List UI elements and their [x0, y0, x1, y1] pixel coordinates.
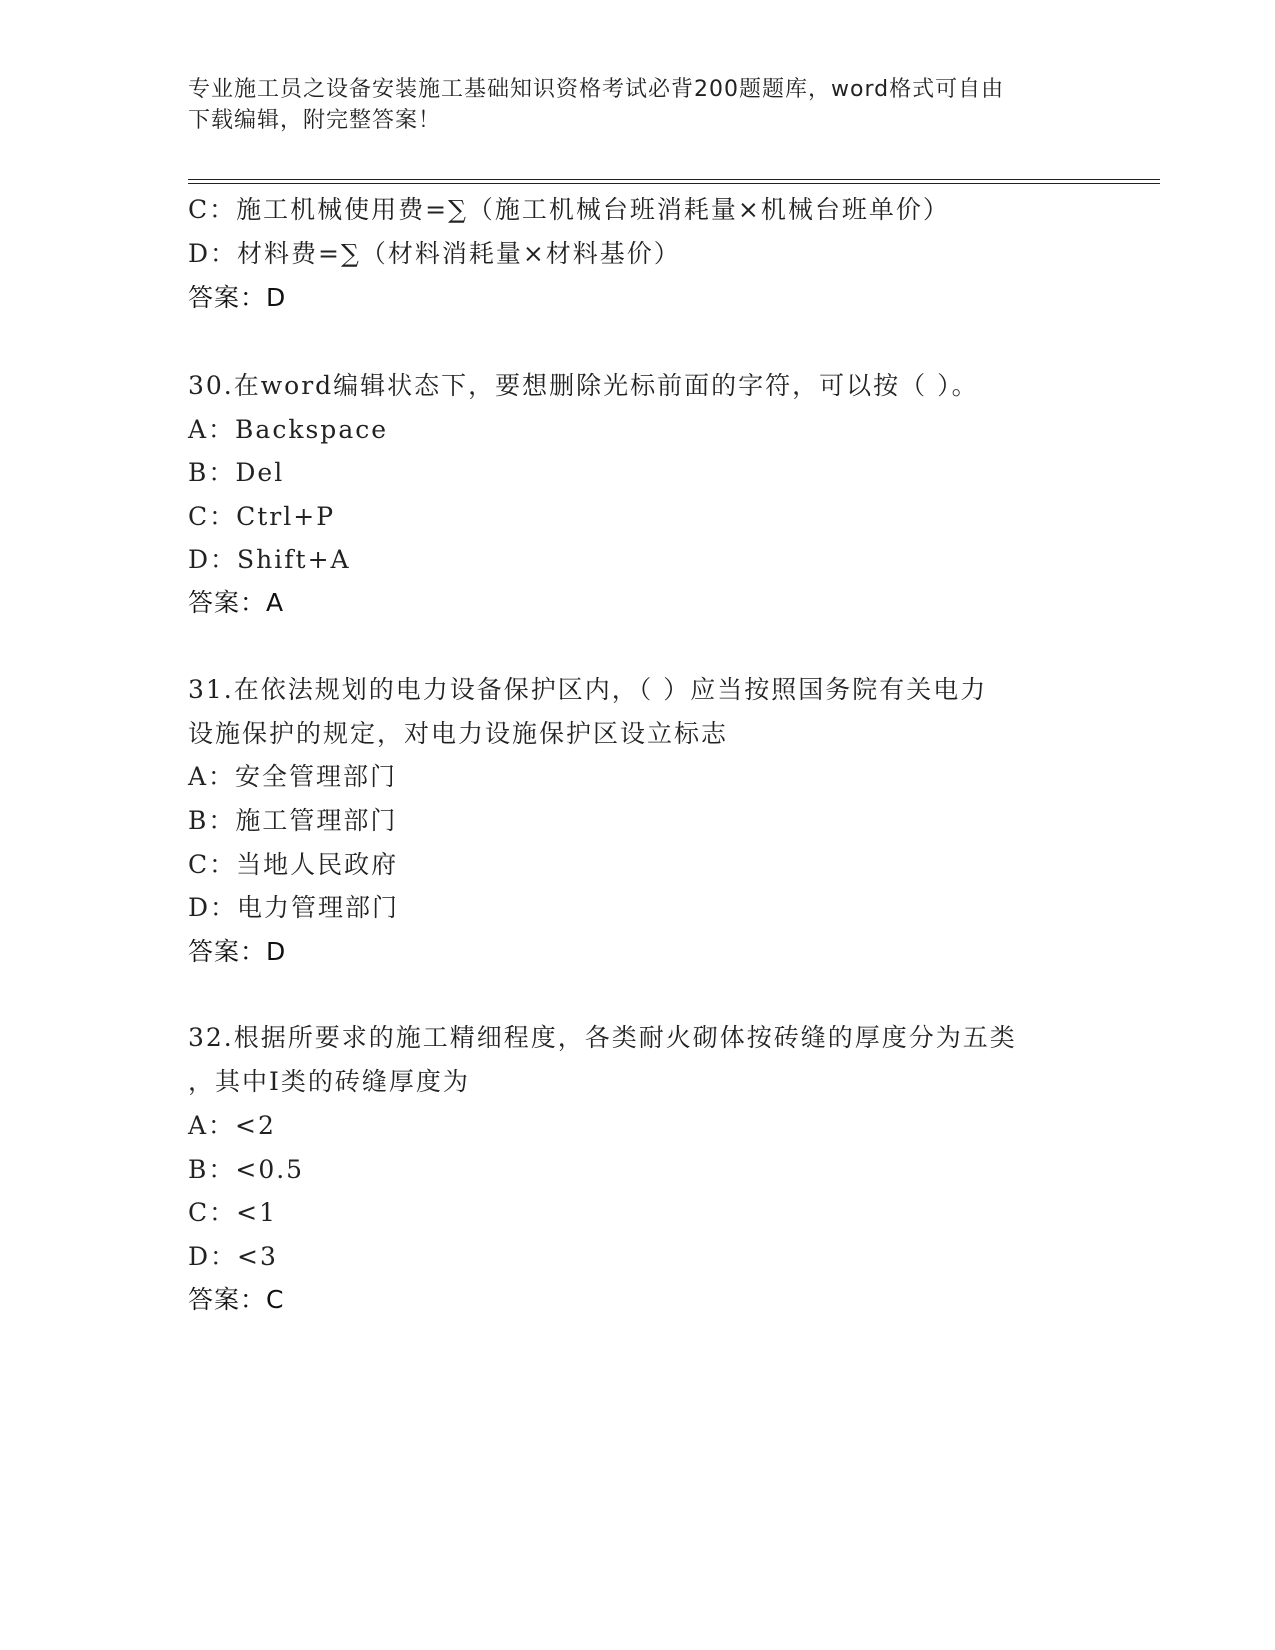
question-32-option-d: D：<3	[188, 1242, 278, 1271]
question-31-stem-line-1: 31.在依法规划的电力设备保护区内，（ ）应当按照国务院有关电力	[188, 675, 988, 704]
prev-answer: 答案：D	[188, 283, 287, 312]
prev-option-c: C：施工机械使用费=∑（施工机械台班消耗量×机械台班单价）	[188, 195, 950, 224]
question-31-stem-line-2: 设施保护的规定，对电力设施保护区设立标志	[188, 719, 729, 748]
question-30-option-c: C：Ctrl+P	[188, 502, 336, 531]
prev-option-d: D：材料费=∑（材料消耗量×材料基价）	[188, 239, 681, 268]
question-32-stem-line-1: 32.根据所要求的施工精细程度，各类耐火砌体按砖缝的厚度分为五类	[188, 1023, 1017, 1052]
question-31-option-a: A：安全管理部门	[188, 762, 398, 791]
question-31-answer: 答案：D	[188, 937, 287, 966]
question-31-option-b: B：施工管理部门	[188, 806, 398, 835]
header-line-1: 专业施工员之设备安装施工基础知识资格考试必背200题题库，word格式可自由	[188, 77, 1005, 102]
question-32-option-c: C：<1	[188, 1198, 277, 1227]
question-31-option-c: C：当地人民政府	[188, 850, 399, 879]
question-30-answer: 答案：A	[188, 588, 285, 617]
document-header	[188, 74, 1088, 136]
header-line-2: 下载编辑，附完整答案！	[188, 108, 442, 133]
question-32-answer: 答案：C	[188, 1285, 285, 1314]
question-30-option-d: D：Shift+A	[188, 545, 351, 574]
question-30-stem: 30.在word编辑状态下，要想删除光标前面的字符，可以按（ ）。	[188, 371, 979, 400]
question-32-option-b: B：<0.5	[188, 1155, 305, 1184]
header-divider-top	[188, 179, 1160, 180]
question-32-stem-line-2: ，其中Ⅰ类的砖缝厚度为	[188, 1067, 470, 1096]
question-30-option-a: A：Backspace	[188, 415, 389, 444]
question-32-option-a: A：<2	[188, 1111, 276, 1140]
header-divider-bottom	[188, 183, 1160, 184]
question-30-option-b: B：Del	[188, 458, 285, 487]
question-31-option-d: D：电力管理部门	[188, 893, 400, 922]
